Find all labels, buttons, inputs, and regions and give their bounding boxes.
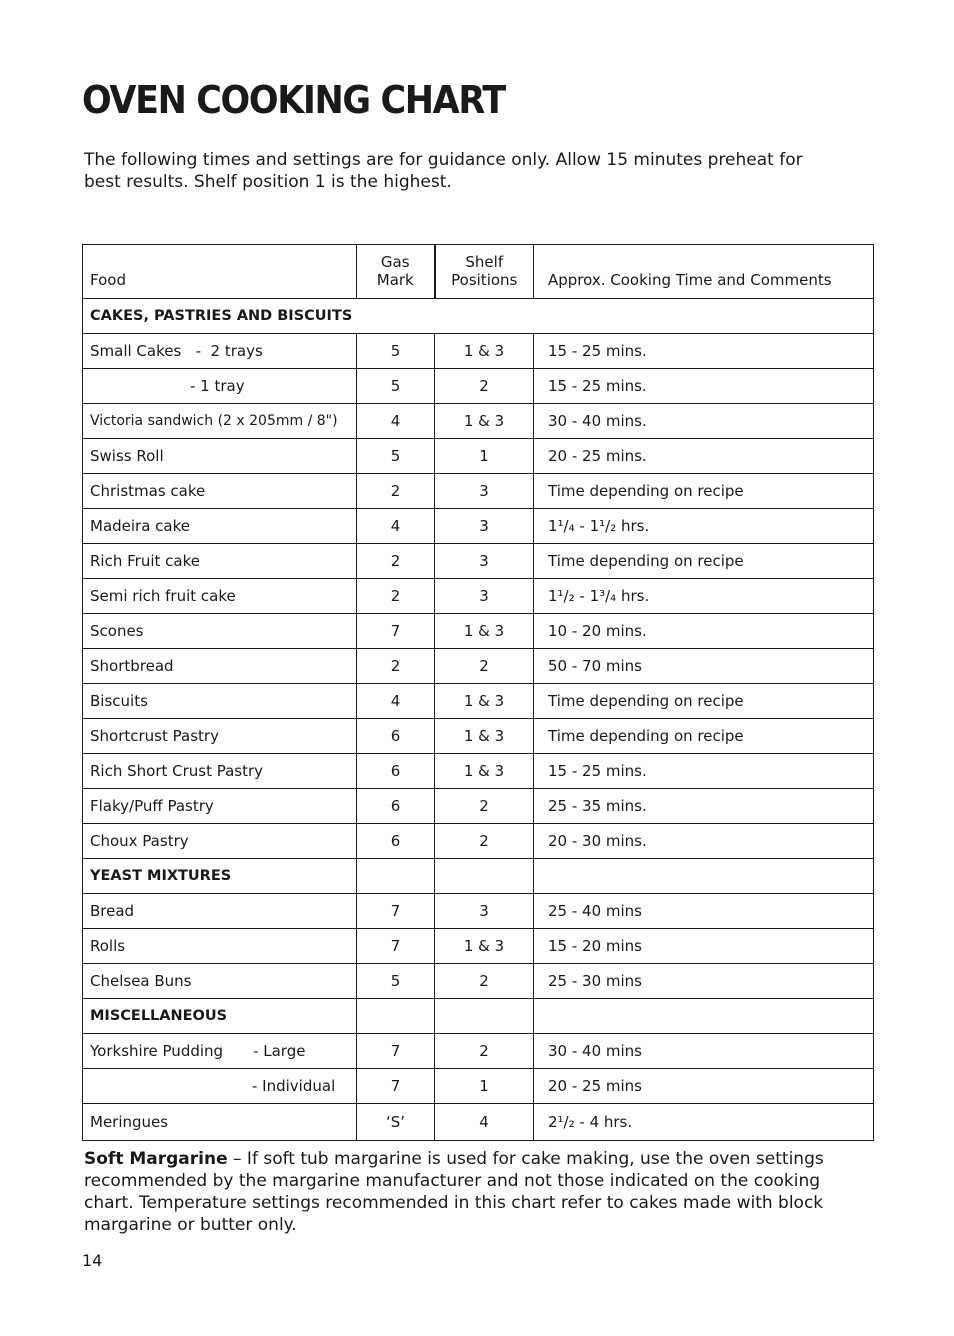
time-cell: 25 - 35 mins. — [534, 789, 874, 824]
shelf-cell: 3 — [435, 544, 534, 579]
gas-mark-cell: 6 — [357, 789, 435, 824]
food-cell: Scones — [83, 614, 357, 649]
footnote-text: – If soft tub margarine is used for cake making, use the oven settings recommended by the margarine manufacturer and not those indicated on the cooking chart. Temperature settings recommended in this chart refer to cakes made with block margarine or butter only. — [84, 1149, 824, 1235]
food-cell: Shortbread — [83, 649, 357, 684]
table-row — [83, 369, 874, 404]
time-cell: 50 - 70 mins — [534, 649, 874, 684]
time-cell: 25 - 30 mins — [534, 964, 874, 999]
empty-cell — [534, 859, 874, 894]
table-row — [83, 334, 874, 369]
shelf-cell: 1 & 3 — [435, 404, 534, 439]
table-row — [83, 1104, 874, 1141]
gas-mark-cell: 2 — [357, 579, 435, 614]
table-row — [83, 544, 874, 579]
shelf-cell: 1 & 3 — [435, 929, 534, 964]
page-title: OVEN COOKING CHART — [82, 78, 505, 122]
section-title: YEAST MIXTURES — [83, 859, 357, 894]
time-cell: Time depending on recipe — [534, 684, 874, 719]
food-cell: Madeira cake — [83, 509, 357, 544]
time-cell: Time depending on recipe — [534, 719, 874, 754]
shelf-cell: 3 — [435, 474, 534, 509]
shelf-cell: 4 — [435, 1104, 534, 1141]
header-shelf-positions — [435, 245, 534, 299]
empty-cell — [357, 999, 435, 1034]
table-row — [83, 894, 874, 929]
table-row — [83, 719, 874, 754]
time-cell: 20 - 25 mins. — [534, 439, 874, 474]
cooking-chart-table — [82, 244, 874, 1141]
empty-cell — [435, 859, 534, 894]
time-cell: 2¹/₂ - 4 hrs. — [534, 1104, 874, 1141]
gas-mark-cell: 7 — [357, 1069, 435, 1104]
table-row — [83, 439, 874, 474]
header-comments: Approx. Cooking Time and Comments — [534, 245, 874, 299]
food-cell: Choux Pastry — [83, 824, 357, 859]
shelf-cell: 2 — [435, 1034, 534, 1069]
gas-mark-cell: 4 — [357, 684, 435, 719]
gas-mark-cell: 2 — [357, 649, 435, 684]
time-cell: 25 - 40 mins — [534, 894, 874, 929]
time-cell: 15 - 25 mins. — [534, 334, 874, 369]
time-cell: 15 - 25 mins. — [534, 754, 874, 789]
food-cell — [83, 1034, 357, 1069]
food-cell: Shortcrust Pastry — [83, 719, 357, 754]
food-cell: Chelsea Buns — [83, 964, 357, 999]
shelf-cell: 2 — [435, 649, 534, 684]
food-variant: - Large — [253, 1042, 306, 1060]
time-cell: 20 - 30 mins. — [534, 824, 874, 859]
shelf-cell: 1 — [435, 439, 534, 474]
header-shelf-line2: Positions — [451, 271, 518, 289]
table-row — [83, 404, 874, 439]
table-row — [83, 789, 874, 824]
gas-mark-cell: ‘S’ — [357, 1104, 435, 1141]
table-row — [83, 1069, 874, 1104]
empty-cell — [435, 999, 534, 1034]
food-cell: Rich Short Crust Pastry — [83, 754, 357, 789]
gas-mark-cell: 5 — [357, 439, 435, 474]
table-row — [83, 614, 874, 649]
footnote-lead: Soft Margarine — [84, 1149, 228, 1169]
food-cell: - 1 tray — [83, 369, 357, 404]
gas-mark-cell: 4 — [357, 404, 435, 439]
gas-mark-cell: 6 — [357, 754, 435, 789]
time-cell: Time depending on recipe — [534, 544, 874, 579]
food-cell: Meringues — [83, 1104, 357, 1141]
food-cell: Victoria sandwich (2 x 205mm / 8") — [83, 404, 357, 439]
gas-mark-cell: 6 — [357, 824, 435, 859]
shelf-cell: 2 — [435, 964, 534, 999]
food-cell: - Individual — [83, 1069, 357, 1104]
food-cell: Christmas cake — [83, 474, 357, 509]
header-gas-mark-line1: Gas — [380, 253, 410, 271]
time-cell: 20 - 25 mins — [534, 1069, 874, 1104]
gas-mark-cell: 7 — [357, 929, 435, 964]
time-cell: 15 - 20 mins — [534, 929, 874, 964]
time-cell: 1¹/₂ - 1³/₄ hrs. — [534, 579, 874, 614]
table-row — [83, 929, 874, 964]
table-row — [83, 754, 874, 789]
food-name: Yorkshire Pudding — [90, 1042, 224, 1060]
page-number: 14 — [82, 1251, 103, 1270]
section-title: CAKES, PASTRIES AND BISCUITS — [83, 299, 874, 334]
table-header-row — [83, 245, 874, 299]
food-cell: Rolls — [83, 929, 357, 964]
section-title: MISCELLANEOUS — [83, 999, 357, 1034]
time-cell: 30 - 40 mins. — [534, 404, 874, 439]
shelf-cell: 2 — [435, 824, 534, 859]
empty-cell — [534, 999, 874, 1034]
shelf-cell: 1 & 3 — [435, 719, 534, 754]
gas-mark-cell: 5 — [357, 334, 435, 369]
table-row — [83, 579, 874, 614]
food-cell: Semi rich fruit cake — [83, 579, 357, 614]
food-cell: Rich Fruit cake — [83, 544, 357, 579]
section-row-misc — [83, 999, 874, 1034]
gas-mark-cell: 5 — [357, 964, 435, 999]
gas-mark-cell: 5 — [357, 369, 435, 404]
food-cell: Small Cakes - 2 trays — [83, 334, 357, 369]
table-row — [83, 509, 874, 544]
table-row — [83, 474, 874, 509]
time-cell: Time depending on recipe — [534, 474, 874, 509]
footnote-paragraph — [84, 1148, 864, 1236]
gas-mark-cell: 7 — [357, 1034, 435, 1069]
shelf-cell: 1 — [435, 1069, 534, 1104]
shelf-cell: 3 — [435, 579, 534, 614]
intro-paragraph: The following times and settings are for guidance only. Allow 15 minutes preheat for best results. Shelf position 1 is the highest. — [84, 150, 803, 192]
empty-cell — [357, 859, 435, 894]
section-row-yeast — [83, 859, 874, 894]
time-cell: 1¹/₄ - 1¹/₂ hrs. — [534, 509, 874, 544]
header-gas-mark-line2: Mark — [376, 271, 414, 289]
header-food: Food — [83, 245, 357, 299]
table-row — [83, 964, 874, 999]
header-gas-mark — [357, 245, 435, 299]
food-cell: Bread — [83, 894, 357, 929]
time-cell: 10 - 20 mins. — [534, 614, 874, 649]
gas-mark-cell: 7 — [357, 614, 435, 649]
gas-mark-cell: 2 — [357, 544, 435, 579]
gas-mark-cell: 4 — [357, 509, 435, 544]
shelf-cell: 3 — [435, 894, 534, 929]
gas-mark-cell: 6 — [357, 719, 435, 754]
shelf-cell: 2 — [435, 789, 534, 824]
shelf-cell: 1 & 3 — [435, 754, 534, 789]
shelf-cell: 2 — [435, 369, 534, 404]
table-row — [83, 649, 874, 684]
food-cell: Flaky/Puff Pastry — [83, 789, 357, 824]
gas-mark-cell: 7 — [357, 894, 435, 929]
shelf-cell: 3 — [435, 509, 534, 544]
shelf-cell: 1 & 3 — [435, 614, 534, 649]
table-row — [83, 1034, 874, 1069]
gas-mark-cell: 2 — [357, 474, 435, 509]
header-shelf-line1: Shelf — [465, 253, 504, 271]
table-row — [83, 684, 874, 719]
shelf-cell: 1 & 3 — [435, 334, 534, 369]
time-cell: 30 - 40 mins — [534, 1034, 874, 1069]
food-cell: Swiss Roll — [83, 439, 357, 474]
time-cell: 15 - 25 mins. — [534, 369, 874, 404]
table-row — [83, 824, 874, 859]
section-row-cakes — [83, 299, 874, 334]
food-cell: Biscuits — [83, 684, 357, 719]
shelf-cell: 1 & 3 — [435, 684, 534, 719]
